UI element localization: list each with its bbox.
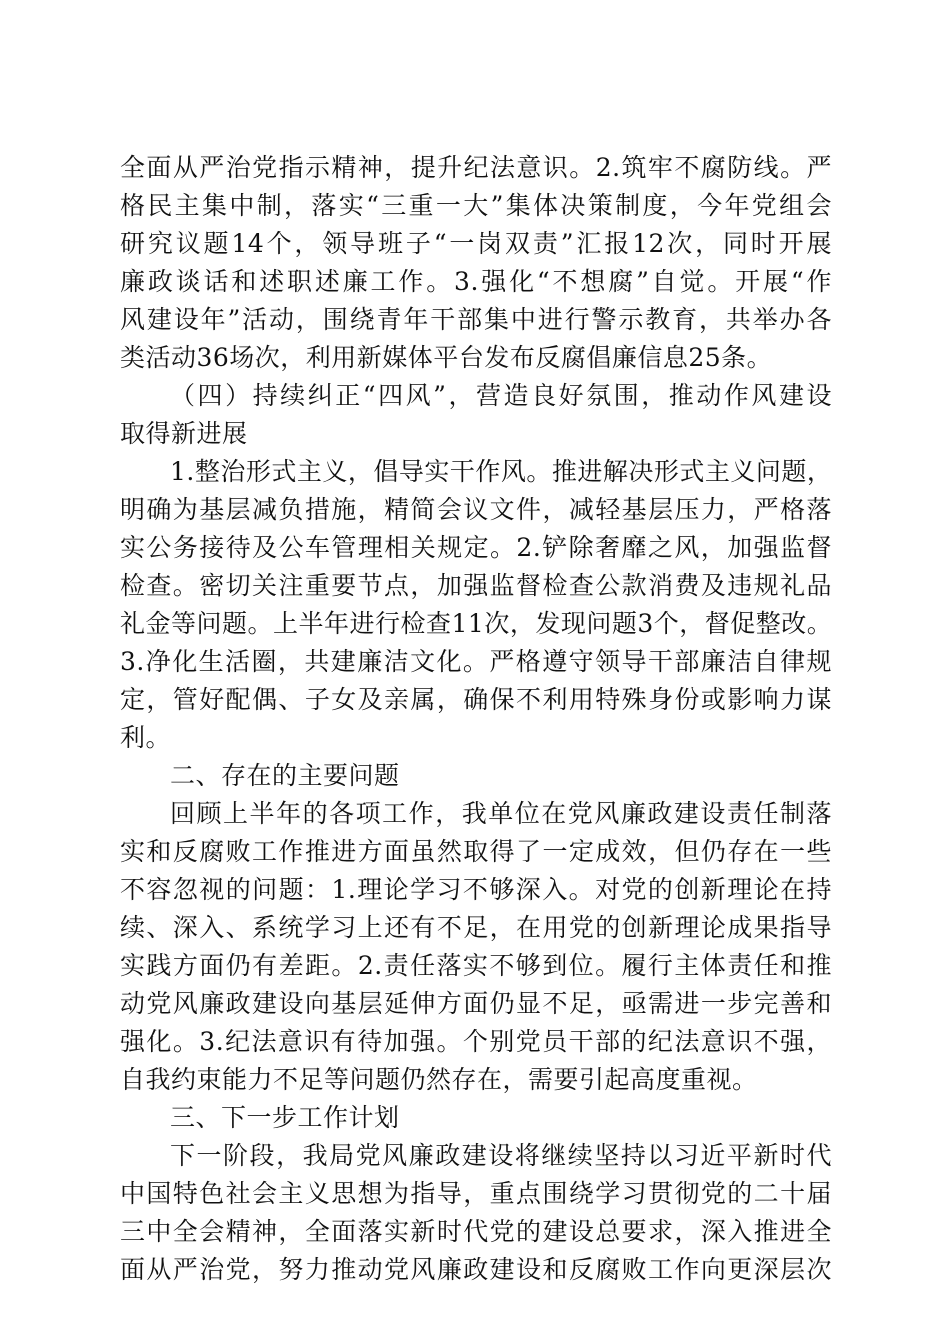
paragraph-line: 不容忽视的问题：1.理论学习不够深入。对党的创新理论在持 (120, 875, 832, 904)
section-subheading: （四）持续纠正“四风”，营造良好氛围，推动作风建设 (170, 381, 832, 410)
paragraph-line: 回顾上半年的各项工作，我单位在党风廉政建设责任制落 (170, 799, 832, 828)
paragraph-line: 全面从严治党指示精神，提升纪法意识。2.筑牢不腐防线。严 (120, 153, 832, 182)
paragraph-line: 下一阶段，我局党风廉政建设将继续坚持以习近平新时代 (170, 1141, 832, 1170)
paragraph-line: 自我约束能力不足等问题仍然存在，需要引起高度重视。 (120, 1065, 758, 1094)
paragraph-line: 研究议题14个，领导班子“一岗双责”汇报12次，同时开展 (120, 229, 832, 258)
paragraph-line: 实公务接待及公车管理相关规定。2.铲除奢靡之风，加强监督 (120, 533, 832, 562)
paragraph-line: 面从严治党，努力推动党风廉政建设和反腐败工作向更深层次 (120, 1255, 832, 1284)
paragraph-line: 廉政谈话和述职述廉工作。3.强化“不想腐”自觉。开展“作 (120, 267, 832, 296)
paragraph-line: 礼金等问题。上半年进行检查11次，发现问题3个，督促整改。 (120, 609, 833, 638)
paragraph-line: 格民主集中制，落实“三重一大”集体决策制度，今年党组会 (120, 191, 832, 220)
section-subheading: 取得新进展 (120, 419, 248, 448)
paragraph-line: 实践方面仍有差距。2.责任落实不够到位。履行主体责任和推 (120, 951, 832, 980)
paragraph-line: 续、深入、系统学习上还有不足，在用党的创新理论成果指导 (120, 913, 832, 942)
paragraph-line: 1.整治形式主义，倡导实干作风。推进解决形式主义问题， (170, 457, 833, 486)
paragraph-line: 动党风廉政建设向基层延伸方面仍显不足，亟需进一步完善和 (120, 989, 832, 1018)
paragraph-line: 风建设年”活动，围绕青年干部集中进行警示教育，共举办各 (120, 305, 832, 334)
paragraph-line: 强化。3.纪法意识有待加强。个别党员干部的纪法意识不强， (120, 1027, 832, 1056)
section-heading: 三、下一步工作计划 (170, 1103, 400, 1132)
paragraph-line: 中国特色社会主义思想为指导，重点围绕学习贯彻党的二十届 (120, 1179, 832, 1208)
section-heading: 二、存在的主要问题 (170, 761, 400, 790)
paragraph-line: 三中全会精神，全面落实新时代党的建设总要求，深入推进全 (120, 1217, 832, 1246)
paragraph-line: 实和反腐败工作推进方面虽然取得了一定成效，但仍存在一些 (120, 837, 832, 866)
paragraph-line: 检查。密切关注重要节点，加强监督检查公款消费及违规礼品 (120, 571, 832, 600)
paragraph-line: 利。 (120, 723, 172, 752)
paragraph-line: 类活动36场次，利用新媒体平台发布反腐倡廉信息25条。 (120, 343, 773, 372)
paragraph-line: 3.净化生活圈，共建廉洁文化。严格遵守领导干部廉洁自律规 (120, 647, 832, 676)
paragraph-line: 明确为基层减负措施，精简会议文件，减轻基层压力，严格落 (120, 495, 832, 524)
paragraph-line: 定，管好配偶、子女及亲属，确保不利用特殊身份或影响力谋 (120, 685, 832, 714)
